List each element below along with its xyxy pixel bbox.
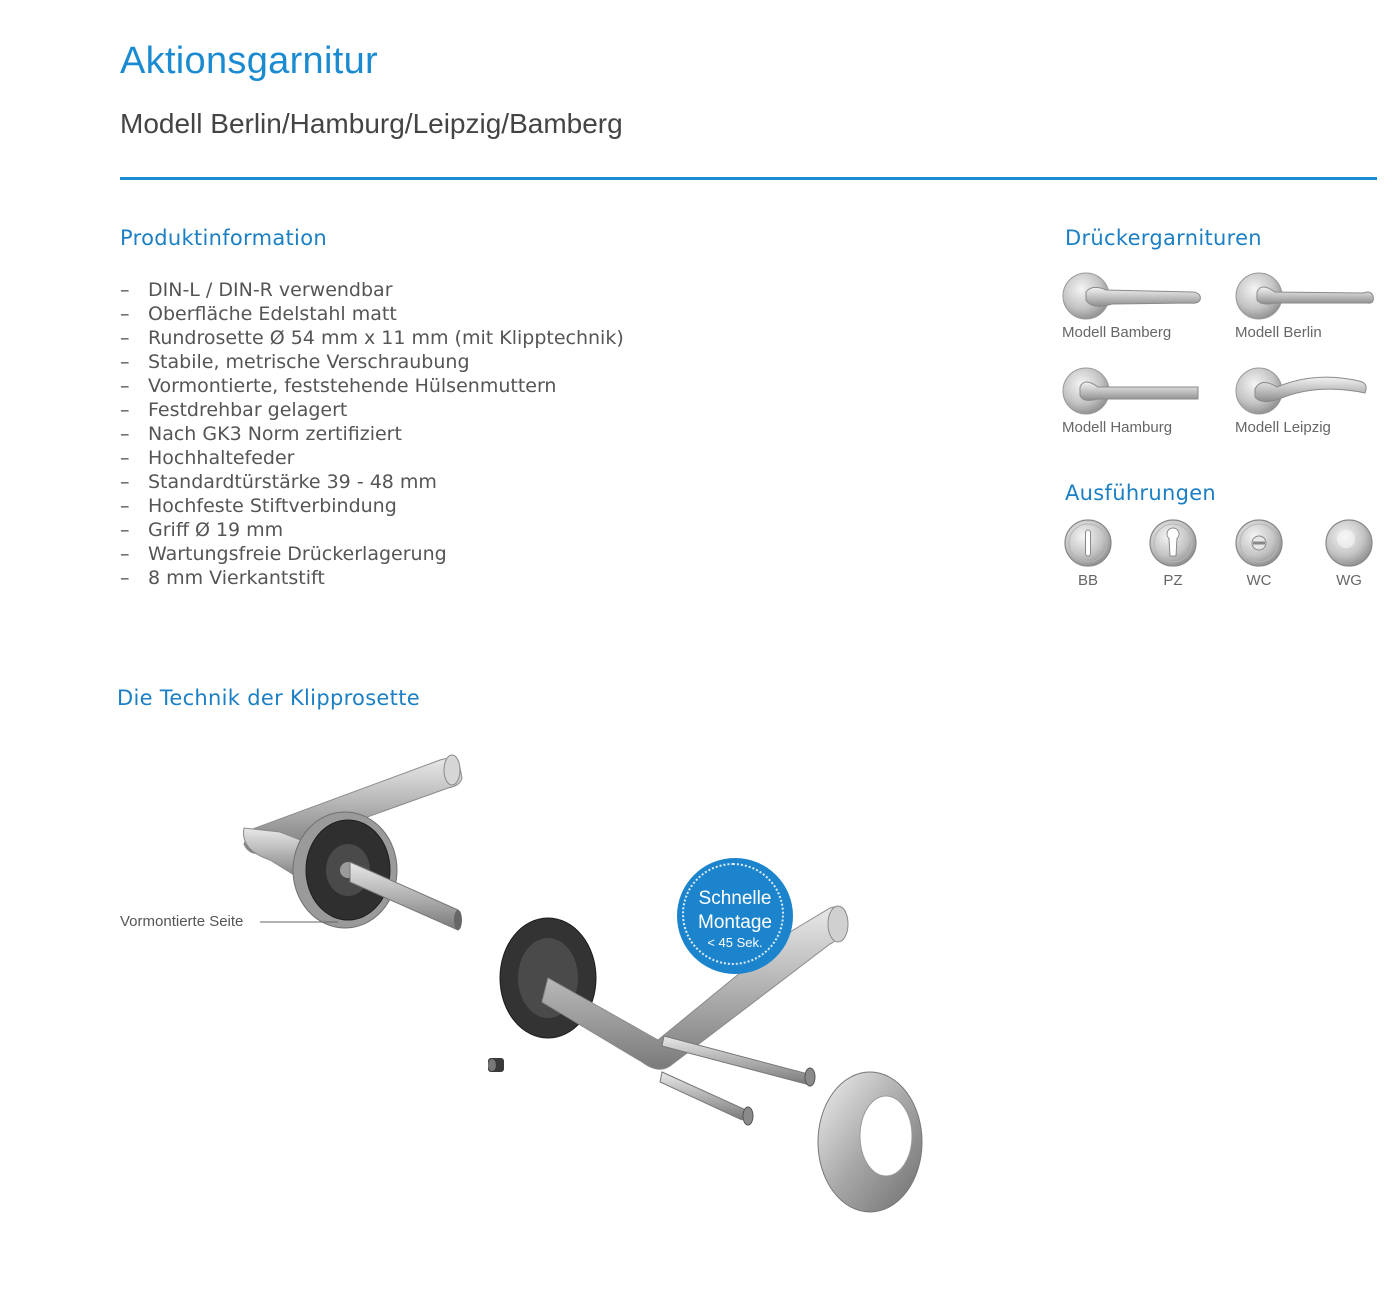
list-item bbox=[120, 326, 624, 350]
badge-line-3: < 45 Sek. bbox=[707, 935, 763, 950]
handles-heading: Drückergarnituren bbox=[1065, 226, 1262, 250]
header-divider bbox=[120, 177, 1377, 180]
badge-line-2: Montage bbox=[698, 912, 772, 933]
keyhole-bb-icon bbox=[1063, 518, 1113, 568]
feature-text: Nach GK3 Norm zertifiziert bbox=[148, 423, 402, 445]
feature-text: Wartungsfreie Drückerlagerung bbox=[148, 543, 447, 565]
list-item bbox=[120, 374, 624, 398]
badge-line-1: Schnelle bbox=[698, 888, 772, 909]
premounted-side-callout: Vormontierte Seite bbox=[120, 913, 244, 930]
list-item bbox=[120, 542, 624, 566]
screw-2 bbox=[660, 1072, 753, 1125]
variant-pz bbox=[1143, 518, 1203, 589]
handle-bamberg-icon bbox=[1062, 270, 1204, 322]
variants-heading: Ausführungen bbox=[1065, 481, 1217, 505]
variant-label: WC bbox=[1246, 572, 1272, 589]
feature-text: Festdrehbar gelagert bbox=[148, 399, 348, 421]
feature-text: Vormontierte, feststehende Hülsenmuttern bbox=[148, 375, 557, 397]
variant-label: BB bbox=[1077, 572, 1098, 589]
bullet: – bbox=[120, 327, 130, 349]
handle-model-hamburg bbox=[1062, 365, 1204, 436]
quick-mount-badge bbox=[677, 858, 793, 974]
bullet: – bbox=[120, 495, 130, 517]
screw-1 bbox=[662, 1036, 815, 1086]
feature-text: Stabile, metrische Verschraubung bbox=[148, 351, 470, 373]
list-item bbox=[120, 518, 624, 542]
handle-label: Modell Bamberg bbox=[1062, 324, 1172, 341]
variant-label: PZ bbox=[1163, 572, 1183, 589]
bullet: – bbox=[120, 519, 130, 541]
list-item bbox=[120, 350, 624, 374]
list-item bbox=[120, 422, 624, 446]
list-item bbox=[120, 494, 624, 518]
klipprosette-exploded-illustration bbox=[230, 740, 950, 1230]
feature-text: Hochfeste Stiftverbindung bbox=[148, 495, 397, 517]
bullet: – bbox=[120, 543, 130, 565]
list-item bbox=[120, 278, 624, 302]
variant-wc bbox=[1229, 518, 1289, 589]
handle-hamburg-icon bbox=[1062, 365, 1204, 417]
handle-model-berlin bbox=[1235, 270, 1377, 341]
bullet: – bbox=[120, 447, 130, 469]
handle-label: Modell Hamburg bbox=[1062, 419, 1173, 436]
feature-text: Rundrosette Ø 54 mm x 11 mm (mit Klipptechnik) bbox=[148, 327, 624, 349]
feature-text: Hochhaltefeder bbox=[148, 447, 295, 469]
list-item bbox=[120, 470, 624, 494]
handle-leipzig-icon bbox=[1235, 365, 1377, 417]
handle-label: Modell Leipzig bbox=[1235, 419, 1331, 436]
list-item bbox=[120, 446, 624, 470]
list-item bbox=[120, 302, 624, 326]
list-item bbox=[120, 566, 624, 590]
page-subtitle: Modell Berlin/Hamburg/Leipzig/Bamberg bbox=[120, 108, 623, 139]
feature-text: Standardtürstärke 39 - 48 mm bbox=[148, 471, 437, 493]
bullet: – bbox=[120, 567, 130, 589]
handle-label: Modell Berlin bbox=[1235, 324, 1322, 341]
bullet: – bbox=[120, 279, 130, 301]
bullet: – bbox=[120, 399, 130, 421]
keyhole-pz-icon bbox=[1148, 518, 1198, 568]
feature-text: Griff Ø 19 mm bbox=[148, 519, 284, 541]
bullet: – bbox=[120, 471, 130, 493]
feature-list bbox=[120, 278, 624, 590]
cover-rose bbox=[818, 1072, 922, 1212]
feature-text: DIN-L / DIN-R verwendbar bbox=[148, 279, 393, 301]
feature-text: 8 mm Vierkantstift bbox=[148, 567, 325, 589]
variant-label: WG bbox=[1336, 572, 1362, 589]
technique-heading: Die Technik der Klipprosette bbox=[117, 686, 420, 710]
bullet: – bbox=[120, 303, 130, 325]
page-title: Aktionsgarnitur bbox=[120, 40, 378, 82]
variant-bb bbox=[1058, 518, 1118, 589]
blind-rose-icon bbox=[1324, 518, 1374, 568]
handle-model-leipzig bbox=[1235, 365, 1377, 436]
list-item bbox=[120, 398, 624, 422]
handle-model-bamberg bbox=[1062, 270, 1204, 341]
bullet: – bbox=[120, 375, 130, 397]
wc-turn-icon bbox=[1234, 518, 1284, 568]
rosette-clip-base bbox=[293, 812, 397, 928]
bullet: – bbox=[120, 423, 130, 445]
variant-wg bbox=[1319, 518, 1379, 589]
feature-text: Oberfläche Edelstahl matt bbox=[148, 303, 397, 325]
product-info-heading: Produktinformation bbox=[120, 226, 327, 250]
handle-berlin-icon bbox=[1235, 270, 1377, 322]
bullet: – bbox=[120, 351, 130, 373]
set-screw bbox=[488, 1058, 504, 1072]
